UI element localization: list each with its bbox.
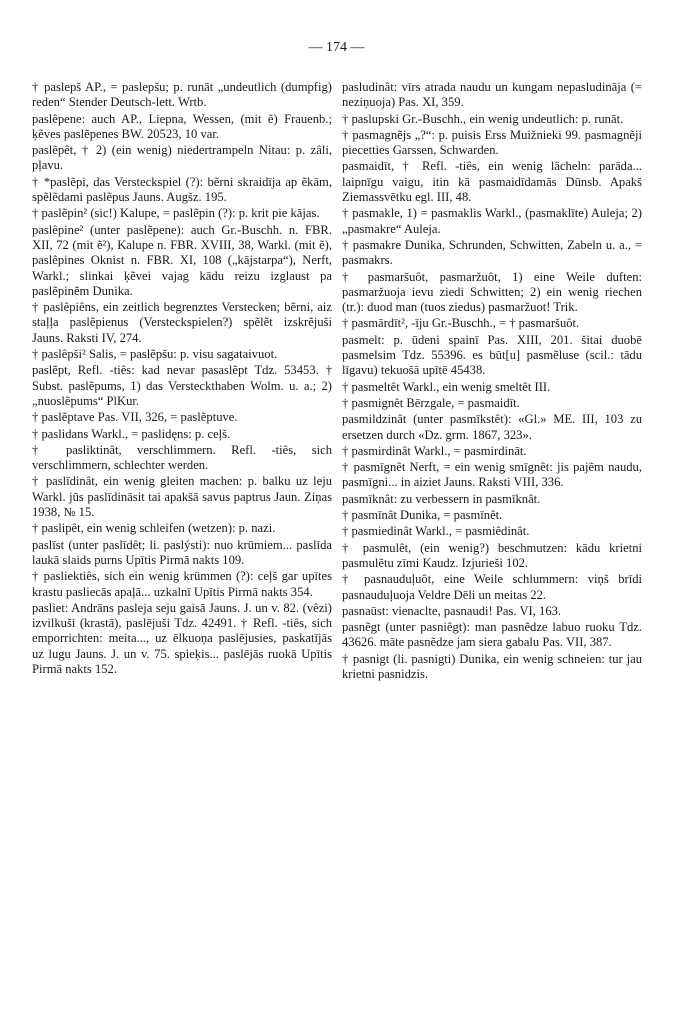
dictionary-entry: † paslīdinât, ein wenig gleiten machen: p. balku uz leju Warkl. jūs paslīdināsit tai apakšā savus paptrus Jaun. Ziņas 1938, № 15. — [32, 474, 332, 520]
dictionary-entry: † paslipêt, ein wenig schleifen (wetzen): p. nazi. — [32, 521, 276, 536]
dictionary-entry: † *paslẽpi, das Versteckspiel (?): bẽrni skraidīja ap ẽkām, spẽlẽdami paslẽpus Jauns. Augšz. 195. — [32, 174, 332, 205]
dictionary-entry: † pasmīnât Dunika, = pasmīnêt. — [342, 508, 503, 523]
dictionary-entry: † pasmignêt Bērzgale, = pasmaidīt. — [342, 395, 520, 410]
dictionary-entry: † pasnauduļuôt, eine Weile schlummern: viņš brīdi pasnauduļuoja Veldre Dēli un meitas 22. — [342, 572, 642, 602]
dictionary-entry: † pasliktinât, verschlimmern. Refl. -tiês, sich verschlimmern, schlechter werden. — [32, 442, 332, 473]
dictionary-entry: paslẽpêt, † 2) (ein wenig) niedertrampeln Nitau: p. zâli, pļavu. — [32, 143, 332, 173]
dictionary-entry: pasnẽgt (unter pasniêgt): man pasnẽdze labuo ruoku Tdz. 43626. māte pasnẽdze jam siera gabalu Pas. VII, 387. — [342, 620, 642, 650]
dictionary-entry: † pasmirdinât Warkl., = pasmirdināt. — [342, 443, 527, 458]
dictionary-entry: pasnaūst: vienaclte, pasnaudi! Pas. VI, 163. — [342, 603, 562, 618]
dictionary-entry: paslìet: Andrāns pasleja seju gaisā Jauns. J. un v. 82. (vêzi) izvilkuši (krastā), paslējuši Tdz. 42491. † Refl. -tiês, sich emporrichten: meita..., uz ēlkuoņa paslējusies, paskatījās uz lugu Jauns. J. un v. 75. spieķis... paslējās ruokā Upītis Pirmā nakts 152. — [32, 600, 332, 676]
dictionary-entry: pasmaidīt, † Refl. -tiês, ein wenig lächeln: parāda... laipnīgu vaigu, itin kā pasmaidīdamās Dūnsb. Apakš Ziemassvētku egl. III, 48. — [342, 159, 642, 205]
dictionary-entry: † paslẽptave Pas. VII, 326, = paslẽptuve. — [32, 410, 238, 425]
dictionary-entry: † pasmārdīt², -īju Gr.-Buschh., = † pasmaršuôt. — [342, 316, 580, 331]
dictionary-entry: † pasmīgnêt Nerft, = ein wenig smīgnêt: jis pajẽm naudu, pasmīgni... in aiziet Jauns. Raksti VIII, 336. — [342, 460, 642, 490]
dictionary-entry: pasmīknât: zu verbessern in pasmīknât. — [342, 491, 541, 506]
dictionary-entry: paslêpine² (unter paslẽpene): auch Gr.-Buschh. n. FBR. XII, 72 (mit ẽ²), Kalupe n. FBR. XVIII, 38, Warkl. (mit ẽ), paslêpines Oknist n. FBR. XI, 108 („kājstarpa“), Nerft, Warkl.; slinkai ķẽvei vajag kādu reizu izglaust pa paslẽpinẽm Dunika. — [32, 222, 332, 298]
dictionary-entry: † pasmakre Dunika, Schrunden, Schwitten, Zabeln u. a., = pasmakrs. — [342, 237, 642, 268]
dictionary-entry: † pasmeltêt Warkl., ein wenig smeltêt III. — [342, 379, 551, 394]
dictionary-entry: † pasliektiês, sich ein wenig krümmen (?): ceļš gar upītes krastu pasliecās apaļā... uzkalnī Upītis Pirmā nakts 354. — [32, 569, 332, 599]
dictionary-entry: † pasmiedinât Warkl., = pasmiêdinât. — [342, 524, 530, 539]
right-column — [342, 80, 642, 1000]
dictionary-entry: † paslidans Warkl., = paslidęns: p. ceļš. — [32, 426, 231, 441]
dictionary-entry: † paslepš AP., = paslepšu; p. runāt „undeutlich (dumpfig) reden“ Stender Deutsch-lett. Wrtb. — [32, 80, 332, 110]
dictionary-entry: paslẽpt, Refl. -tiês: kad nevar pasaslẽpt Tdz. 53453. † Subst. paslẽpums, 1) das Versteckthaben Wolm. u. a.; 2) „nuoslẽpums“ PlKur. — [32, 363, 332, 408]
dictionary-entry: paslêpene: auch AP., Liepna, Wessen, (mit ẽ) Frauenb.; ķẽves paslẽpenes BW. 20523, 10 var. — [32, 111, 332, 141]
dictionary-entry: paslīst (unter paslīdêt; li. paslýsti): nuo krūmiem... paslīda laukā slaids purns Upītis Pirmā nakts 109. — [32, 537, 332, 567]
dictionary-entry: † pasmakle, 1) = pasmaklis Warkl., (pasmaklīte) Auleja; 2) „pasmakre“ Auleja. — [342, 206, 642, 236]
dictionary-entry: † paslẽpin² (sic!) Kalupe, = paslẽpin (?): p. krit pie kājas. — [32, 206, 320, 221]
dictionary-entry: pasludinât: vīrs atrada naudu un kungam nepasludināja (= neziņuoja) Pas. XI, 359. — [342, 80, 642, 110]
dictionary-entry: † pasnigt (li. pasnigti) Dunika, ein wenig schneien: tur jau krietni pasnidzis. — [342, 651, 642, 681]
dictionary-entry: † pasmaršuôt, pasmaržuôt, 1) eine Weile duften: pasmaržuoja ievu ziedi Schwitten; 2) ein wenig riechen (tr.): duod man (tuos ziedus) pasmaržuot! Trik. — [342, 269, 642, 315]
dictionary-entry: † paslêpiêns, ein zeitlich begrenztes Verstecken; bẽrni, aiz staļļa paslẽpienus (Versteckspielen?) spẽlẽt izskrẽjuši Jauns. Raksti IV, 274. — [32, 300, 332, 345]
dictionary-entry: pasmelt: p. ūdeni spainī Pas. XIII, 201. šitai duobē pasmelsim Tdz. 55396. es būt[u] pasmẽluse (scil.: tādu līgavu) tekuošā upītē 45438. — [342, 332, 642, 378]
page-number: — 174 — — [308, 40, 365, 55]
dictionary-entry: † pasmulêt, (ein wenig?) beschmutzen: kādu krietni pasmulẽtu zīmi Kaudz. Izjurieši 102. — [342, 540, 642, 570]
dictionary-entry: † paslupski Gr.-Buschh., ein wenig undeutlich: p. runāt. — [342, 111, 624, 126]
dictionary-entry: † pasmagnẽjs „?“: p. puisis Erss Muižnieki 99. pasmagnẽji piecetties Garssen, Schwarden. — [342, 127, 642, 158]
left-column — [32, 80, 332, 1000]
dictionary-entry: pasmildzinât (unter pasmīkstêt): «Gl.» ME. III, 103 zu ersetzen durch «Dz. grm. 1867, 323». — [342, 412, 642, 442]
dictionary-entry: † paslêpši² Salis, = paslẽpšu: p. visu sagataivuot. — [32, 347, 278, 362]
